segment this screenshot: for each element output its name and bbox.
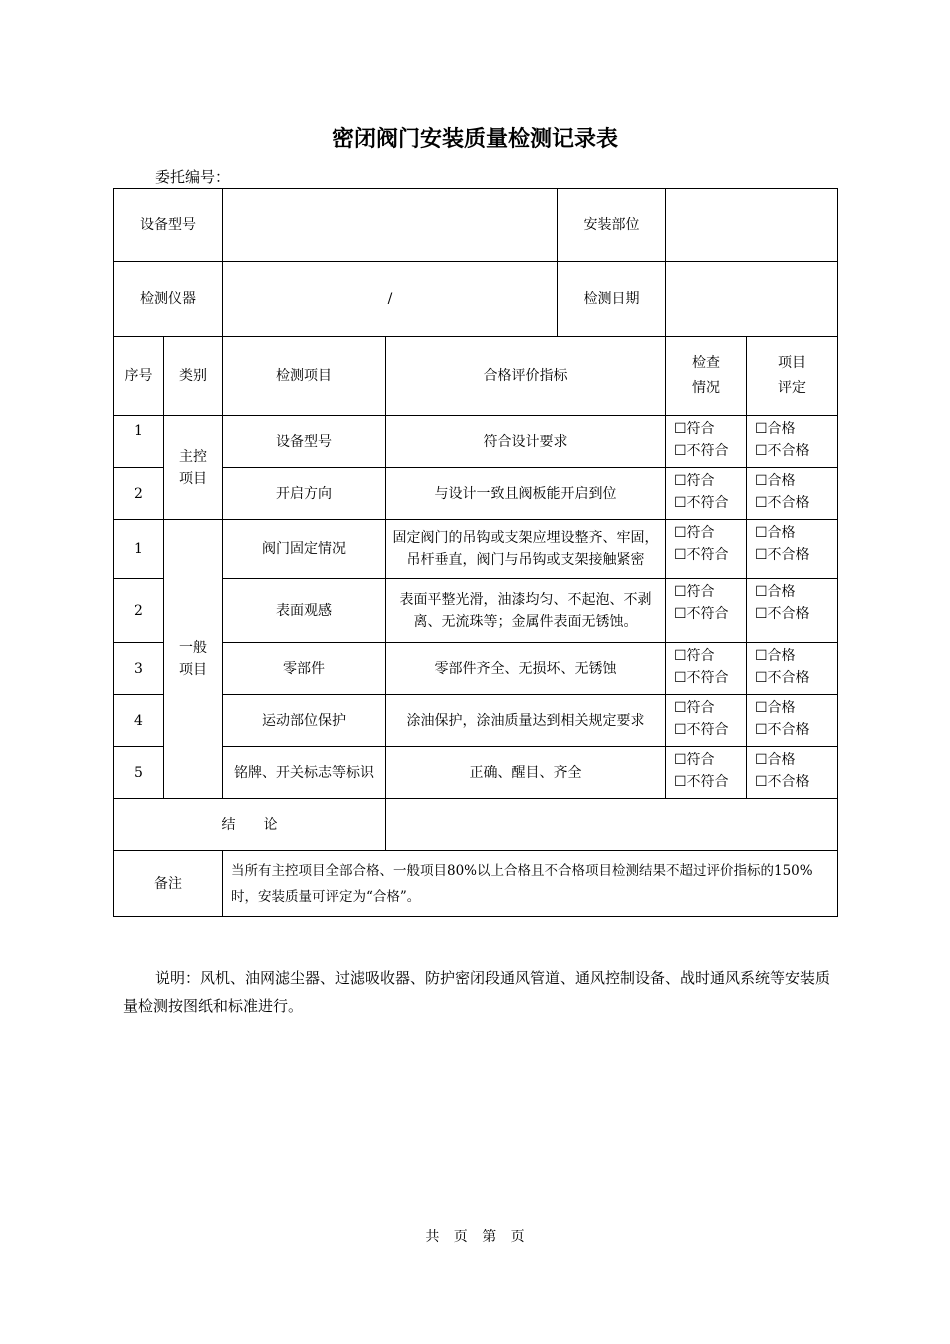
row-criteria-line-1: 表面平整光滑，油漆均匀、不起泡、不剥 [399,591,652,608]
row-criteria: 零部件齐全、无损坏、无锈蚀 [386,643,666,695]
category-general [164,520,223,799]
remarks-row [114,851,838,917]
pass-checkbox[interactable]: ☐合格 [755,584,796,600]
row-seq: 1 [114,416,164,468]
header-rating [747,337,838,416]
inspection-table [113,188,838,917]
nonconform-checkbox[interactable]: ☐不符合 [674,722,729,738]
conclusion-row [114,799,838,851]
table-row [114,468,838,520]
check-options [666,747,747,799]
row-seq: 4 [114,695,164,747]
pass-checkbox[interactable]: ☐合格 [755,473,796,489]
page-title: 密闭阀门安装质量检测记录表 [331,127,618,152]
header-check-line-1: 检查 [692,355,720,371]
equipment-model-row [114,189,838,262]
explanation-note: 说明：风机、油网滤尘器、过滤吸收器、防护密闭段通风管道、通风控制设备、战时通风系统等安装质量检测按图纸和标准进行。 [123,969,831,1015]
pass-checkbox[interactable]: ☐合格 [755,525,796,541]
rating-options [747,747,838,799]
instrument-row [114,262,838,337]
row-seq: 5 [114,747,164,799]
header-check-line-2: 情况 [692,380,720,396]
table-row [114,643,838,695]
category-general-line-1: 一般 [179,640,207,656]
row-seq: 2 [114,468,164,520]
row-item: 零部件 [223,643,386,695]
row-criteria: 与设计一致且阀板能开启到位 [386,468,666,520]
install-location-label: 安装部位 [558,189,666,262]
row-seq: 2 [114,579,164,643]
check-options [666,468,747,520]
row-item: 铭牌、开关标志等标识 [223,747,386,799]
row-criteria: 涂油保护，涂油质量达到相关规定要求 [386,695,666,747]
row-criteria: 符合设计要求 [386,416,666,468]
table-row [114,416,838,468]
fail-checkbox[interactable]: ☐不合格 [755,547,810,563]
conclusion-label: 结 论 [114,799,386,851]
pass-checkbox[interactable]: ☐合格 [755,421,796,437]
check-options [666,643,747,695]
equipment-model-label: 设备型号 [114,189,223,262]
row-item: 设备型号 [223,416,386,468]
table-row [114,747,838,799]
category-general-line-2: 项目 [179,662,207,678]
header-check [666,337,747,416]
row-item: 阀门固定情况 [223,520,386,579]
rating-options [747,468,838,520]
fail-checkbox[interactable]: ☐不合格 [755,722,810,738]
check-options [666,579,747,643]
pass-checkbox[interactable]: ☐合格 [755,648,796,664]
rating-options [747,579,838,643]
conform-checkbox[interactable]: ☐符合 [674,700,715,716]
nonconform-checkbox[interactable]: ☐不符合 [674,670,729,686]
instrument-label: 检测仪器 [114,262,223,337]
table-row [114,579,838,643]
category-main-line-1: 主控 [179,448,207,465]
header-seq: 序号 [114,337,164,416]
row-item: 表面观感 [223,579,386,643]
row-seq: 3 [114,643,164,695]
rating-options [747,416,838,468]
row-seq: 1 [114,520,164,579]
nonconform-checkbox[interactable]: ☐不符合 [674,495,729,511]
conform-checkbox[interactable]: ☐符合 [674,752,715,768]
page-footer: 共 页 第 页 [425,1229,525,1245]
row-criteria [386,579,666,643]
fail-checkbox[interactable]: ☐不合格 [755,495,810,511]
instrument-field[interactable]: / [223,262,558,337]
row-criteria-line-1: 固定阀门的吊钩或支架应埋设整齐、牢固， [392,530,659,546]
table-row [114,695,838,747]
rating-options [747,520,838,579]
header-criteria: 合格评价指标 [386,337,666,416]
table-row [114,520,838,579]
fail-checkbox[interactable]: ☐不合格 [755,774,810,790]
conform-checkbox[interactable]: ☐符合 [674,473,715,489]
row-criteria [386,520,666,579]
conform-checkbox[interactable]: ☐符合 [674,648,715,664]
reference-number-label: 委托编号： [155,168,231,186]
check-options [666,520,747,579]
nonconform-checkbox[interactable]: ☐不符合 [674,443,729,459]
equipment-model-field[interactable] [223,189,558,262]
category-main-line-2: 项目 [179,470,207,487]
conclusion-field[interactable] [386,799,838,851]
nonconform-checkbox[interactable]: ☐不符合 [674,606,729,622]
check-options [666,695,747,747]
header-rating-line-1: 项目 [778,355,806,371]
fail-checkbox[interactable]: ☐不合格 [755,606,810,622]
header-item: 检测项目 [223,337,386,416]
header-category: 类别 [164,337,223,416]
conform-checkbox[interactable]: ☐符合 [674,584,715,600]
row-item: 开启方向 [223,468,386,520]
inspection-date-label: 检测日期 [558,262,666,337]
row-item: 运动部位保护 [223,695,386,747]
fail-checkbox[interactable]: ☐不合格 [755,670,810,686]
row-criteria-line-2: 离、无流珠等；金属件表面无锈蚀。 [413,613,638,630]
rating-options [747,695,838,747]
nonconform-checkbox[interactable]: ☐不符合 [674,547,729,563]
inspection-date-field[interactable] [666,262,838,337]
install-location-field[interactable] [666,189,838,262]
header-rating-line-2: 评定 [778,380,806,396]
check-options [666,416,747,468]
remarks-label: 备注 [114,851,223,917]
fail-checkbox[interactable]: ☐不合格 [755,443,810,459]
pass-checkbox[interactable]: ☐合格 [755,752,796,768]
conform-checkbox[interactable]: ☐符合 [674,421,715,437]
remarks-text: 当所有主控项目全部合格、一般项目80%以上合格且不合格项目检测结果不超过评价指标的150%时，安装质量可评定为“合格”。 [223,851,838,917]
row-criteria-line-2: 吊杆垂直，阀门与吊钩或支架接触紧密 [406,552,645,568]
category-main [164,416,223,520]
pass-checkbox[interactable]: ☐合格 [755,700,796,716]
conform-checkbox[interactable]: ☐符合 [674,525,715,541]
row-criteria: 正确、醒目、齐全 [386,747,666,799]
rating-options [747,643,838,695]
header-row [114,337,838,416]
nonconform-checkbox[interactable]: ☐不符合 [674,774,729,790]
